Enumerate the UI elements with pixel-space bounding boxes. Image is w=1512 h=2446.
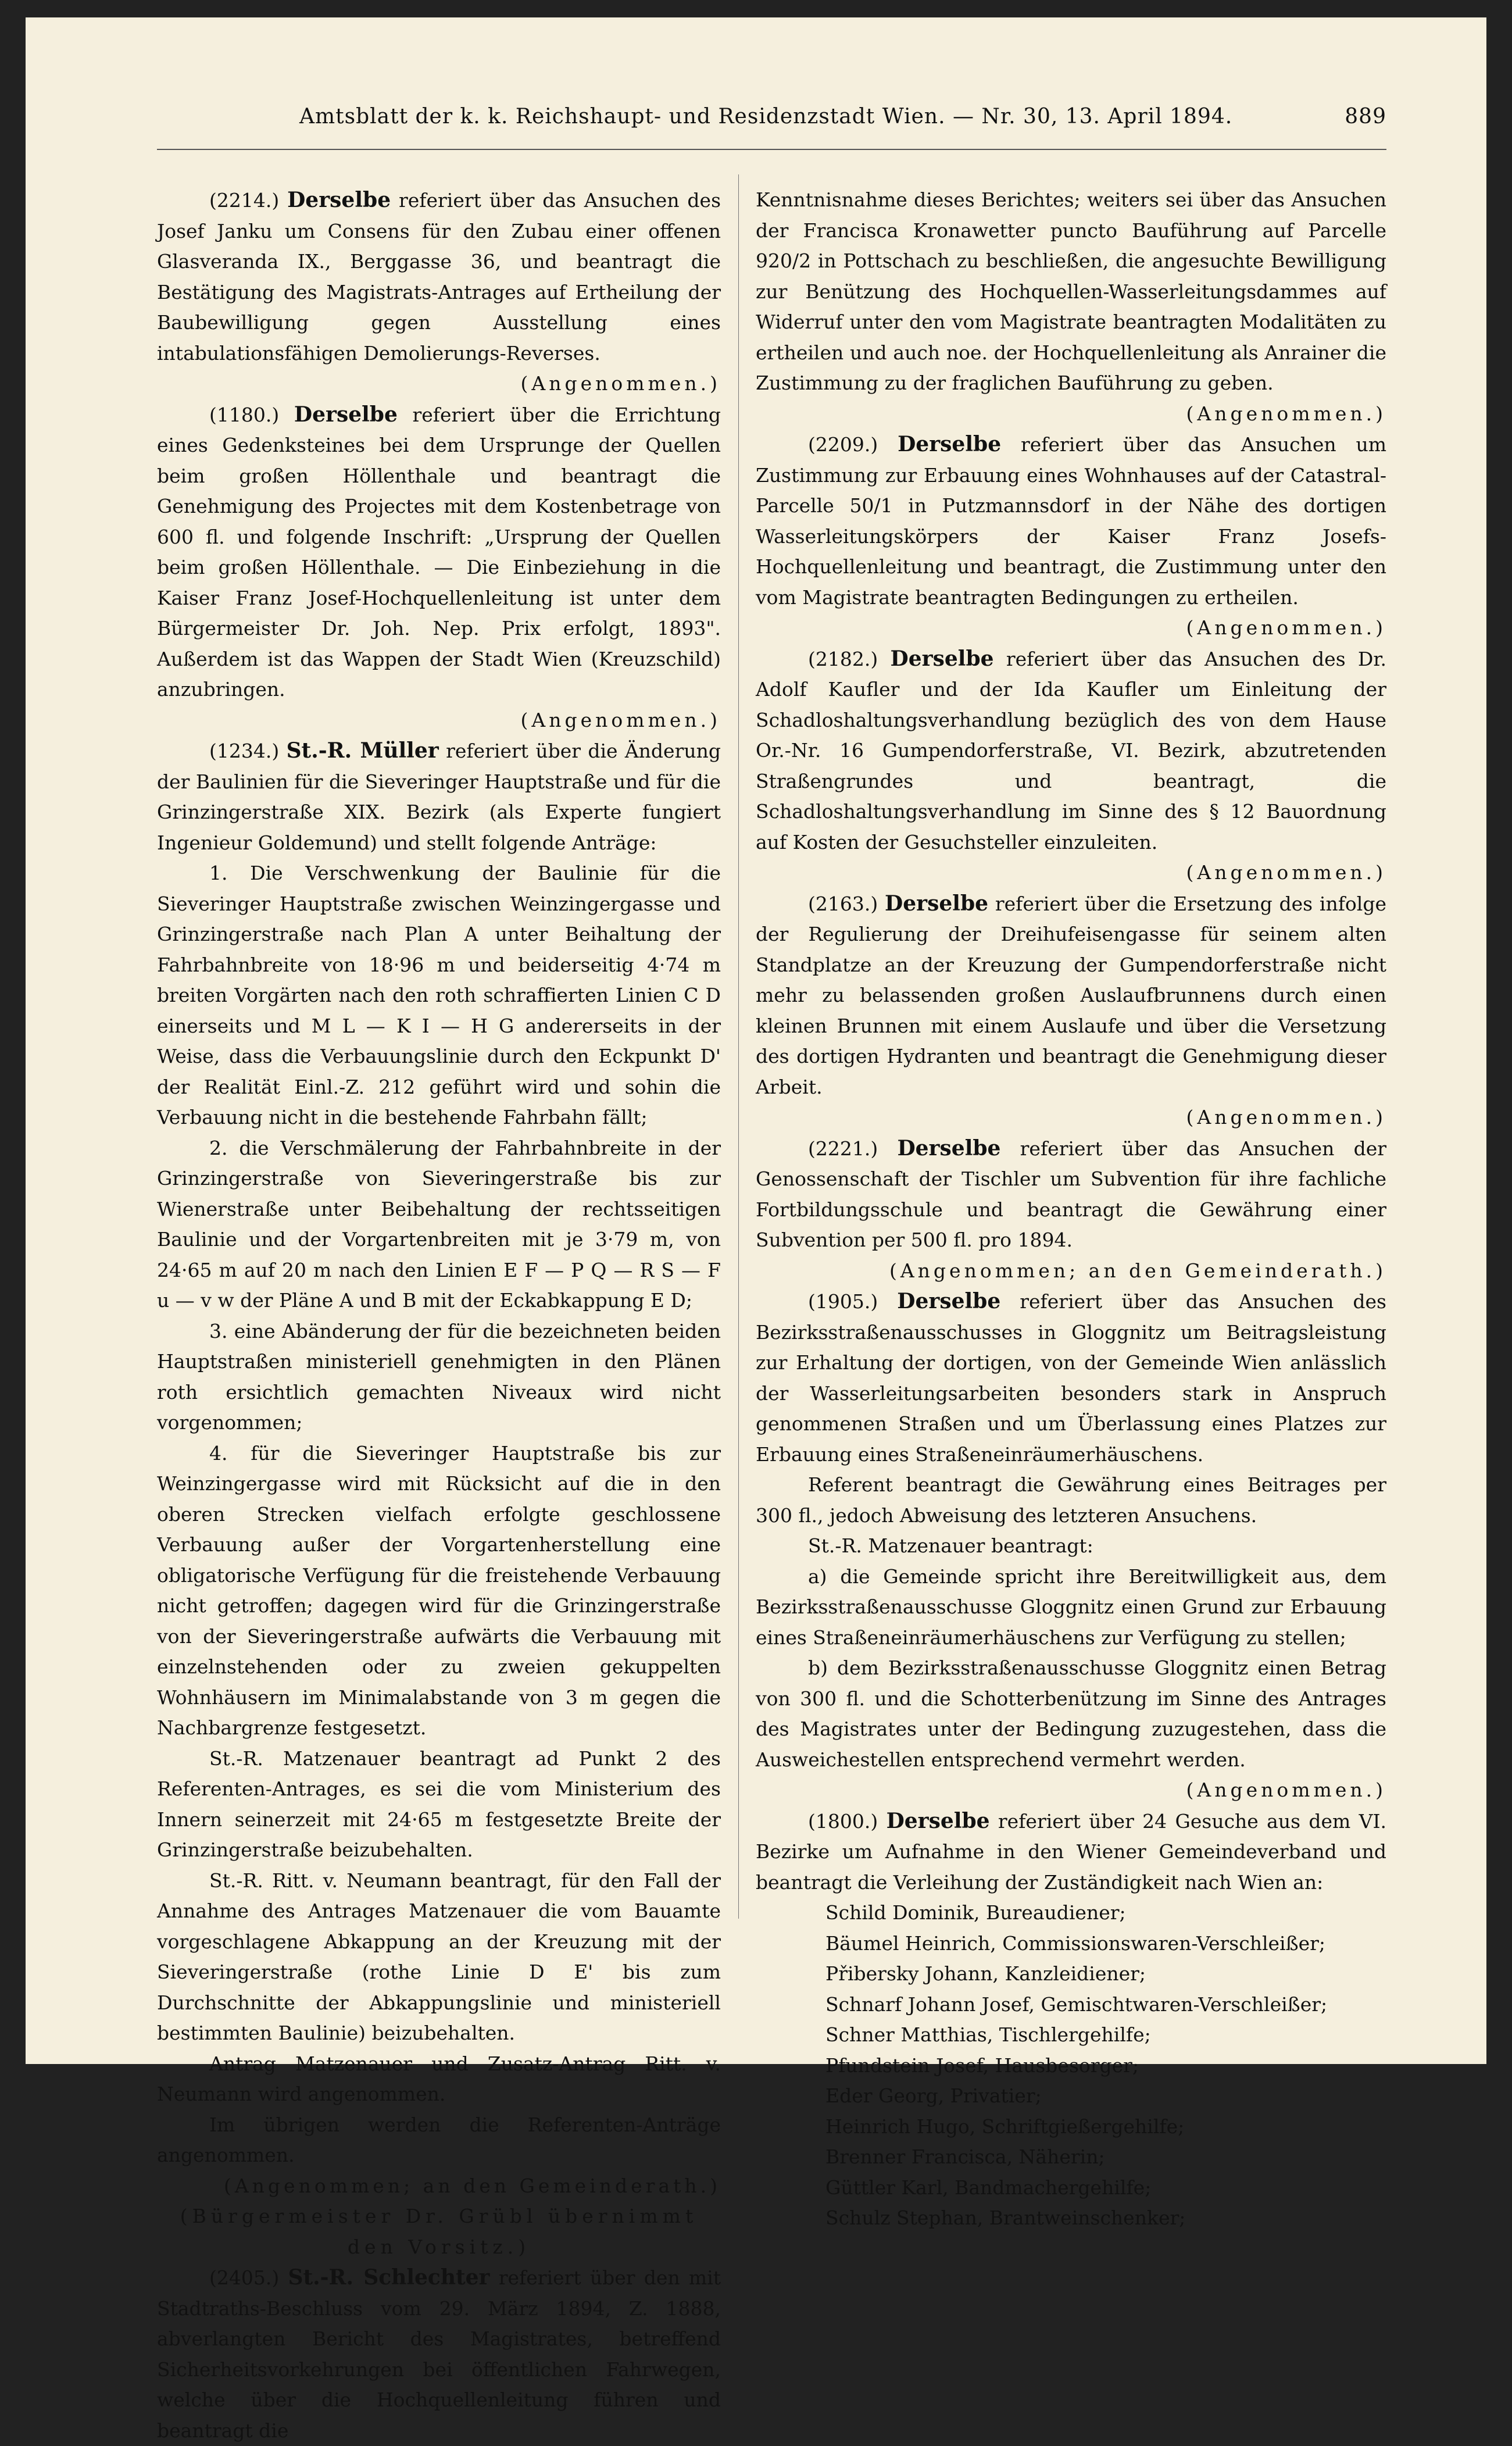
entry-result: (Angenommen; an den Gemeinderath.) bbox=[889, 1259, 1386, 1282]
entry-text: referiert über die Ersetzung des infolge der Regulierung der Dreihufeisengasse für seinem alten Standplatze an der Kreuzung der Gumpendorferstraße nicht mehr zu belassenden großen Auslaufbrunnens durch einen kleinen Brunnen mit einem Auslaufe und über die Versetzung des dortigen Hydranten und beantragt die Genehmigung dieser Arbeit. bbox=[756, 892, 1387, 1098]
entry-2405-continued bbox=[756, 185, 1386, 399]
speaker: St.-R. Müller bbox=[286, 738, 439, 763]
speaker: Derselbe bbox=[886, 1808, 990, 1833]
entry-result: (Angenommen.) bbox=[1186, 402, 1386, 425]
list-item: Schnarf Johann Josef, Gemischtwaren-Verschleißer; bbox=[825, 1992, 1328, 2016]
entry-1180 bbox=[157, 399, 721, 705]
entry-number: (1234.) bbox=[209, 740, 280, 762]
motion-item-1: 1. Die Verschwenkung der Baulinie für die Sieveringer Hauptstraße zwischen Weinzingergasse und Grinzingerstraße nach Plan A unter Beihaltung der Fahrbahnbreite von 18·96 m und beiderseitig 4·74 m breiten Vorgärten nach den roth schraffierten Linien C D einerseits und M L — K I — H G andererseits in der Weise, dass die Verbauungslinie durch den Eckpunkt D' der Realität Einl.-Z. 212 geführt wird und sohin die Verbauung nicht in die bestehende Fahrbahn fällt; bbox=[157, 862, 721, 1129]
speaker: Derselbe bbox=[898, 432, 1002, 456]
entry-text: referiert über das Ansuchen des Josef Janku um Consens für den Zubau einer offenen Glasveranda IX., Berggasse 36, und beantragt die Bestätigung des Magistrats-Antrages auf Ertheilung der Baubewilligung gegen Ausstellung eines intabulationsfähigen Demolierungs-Reverses. bbox=[157, 189, 721, 365]
left-column bbox=[157, 185, 721, 2446]
paragraph-referent: Referent beantragt die Gewährung eines Beitrages per 300 fl., jedoch Abweisung des letzteren Ansuchens. bbox=[756, 1473, 1386, 1527]
speaker: Derselbe bbox=[897, 1135, 1001, 1160]
paragraph-matzenauer: St.-R. Matzenauer beantragt ad Punkt 2 des Referenten-Antrages, es sei die vom Ministerium des Innern seinerzeit mit 24·65 m festgesetzte Breite der Grinzingerstraße beizubehalten. bbox=[157, 1747, 721, 1861]
entry-text: referiert über das Ansuchen der Genossenschaft der Tischler um Subvention für ihre fachliche Fortbildungsschule und beantragt die Gewährung einer Subvention per 500 fl. pro 1894. bbox=[756, 1137, 1386, 1251]
speaker: Derselbe bbox=[885, 891, 989, 916]
entry-number: (2221.) bbox=[808, 1137, 878, 1160]
header-title: Amtsblatt der k. k. Reichshaupt- und Residenzstadt Wien. — Nr. 30, 13. April 1894. bbox=[299, 105, 1233, 128]
entry-2221 bbox=[756, 1133, 1386, 1256]
entry-number: (1905.) bbox=[808, 1290, 878, 1313]
entry-result: (Angenommen.) bbox=[1186, 1106, 1386, 1129]
entry-number: (2214.) bbox=[209, 189, 280, 212]
list-item: Eder Georg, Privatier; bbox=[825, 2084, 1042, 2107]
speaker: Derselbe bbox=[897, 1289, 1001, 1313]
list-item: Schild Dominik, Bureaudiener; bbox=[825, 1901, 1126, 1924]
entry-text: referiert über die Errichtung eines Gedenksteines bei dem Ursprunge der Quellen beim großen Höllenthale und beantragt die Genehmigung des Projectes mit dem Kostenbetrage von 600 fl. und folgende Inschrift: „Ursprung der Quellen beim großen Höllenthale. — Die Einbeziehung in die Kaiser Franz Josef-Hochquellenleitung ist unter dem Bürgermeister Dr. Joh. Nep. Prix erfolgt, 1893". Außerdem ist das Wappen der Stadt Wien (Kreuzschild) anzubringen. bbox=[157, 403, 721, 701]
entry-result: (Angenommen; an den Gemeinderath.) bbox=[223, 2174, 721, 2197]
page-number: 889 bbox=[1345, 105, 1386, 128]
paragraph-matzenauer-motion: St.-R. Matzenauer beantragt: bbox=[808, 1534, 1093, 1557]
entry-number: (2163.) bbox=[808, 892, 878, 915]
entry-1234 bbox=[157, 735, 721, 858]
speaker: Derselbe bbox=[890, 646, 994, 671]
entry-result: (Angenommen.) bbox=[1186, 1779, 1386, 1801]
entry-text: referiert über den mit Stadtraths-Beschluss vom 29. März 1894, Z. 1888, abverlangten Bericht des Magistrates, betreffend Sicherheitsvorkehrungen bei öffentlichen Fahrwegen, welche über die Hochquellenleitung führen und beantragt die bbox=[157, 2266, 721, 2442]
right-column bbox=[756, 185, 1386, 2234]
paragraph-neumann: St.-R. Ritt. v. Neumann beantragt, für den Fall der Annahme des Antrages Matzenauer die vom Bauamte vorgeschlagene Abkappung an der Kreuzung mit der Sieveringerstraße (rothe Linie D E' bis zum Durchschnitte der Abkappungslinie und ministeriell bestimmten Baulinie) beizubehalten. bbox=[157, 1869, 721, 2044]
list-item: Bäumel Heinrich, Commissionswaren-Verschleißer; bbox=[825, 1931, 1326, 1955]
motion-item-3: 3. eine Abänderung der für die bezeichneten beiden Hauptstraßen ministeriell genehmigten in den Plänen roth ersichtlich gemachten Niveaux wird nicht vorgenommen; bbox=[157, 1319, 721, 1434]
list-item: Güttler Karl, Bandmachergehilfe; bbox=[825, 2176, 1152, 2199]
entry-1905 bbox=[756, 1286, 1386, 1470]
speaker: Derselbe bbox=[287, 188, 391, 212]
entry-text: referiert über das Ansuchen des Bezirksstraßenausschusses in Gloggnitz um Beitragsleistung zur Erhaltung der dortigen, von der Gemeinde Wien anlässlich der Wasserleitungsarbeiten besonders stark in Anspruch genommenen Straßen und um Überlassung eines Platzes zur Erbauung eines Straßeneinräumerhäuschens. bbox=[756, 1290, 1386, 1466]
entry-number: (2405.) bbox=[209, 2266, 280, 2289]
list-item: Schulz Stephan, Brantweinschenker; bbox=[825, 2206, 1186, 2229]
entry-2209 bbox=[756, 429, 1386, 613]
list-item: Heinrich Hugo, Schriftgießergehilfe; bbox=[825, 2115, 1185, 2138]
paragraph-uebrigen: Im übrigen werden die Referenten-Anträge angenommen. bbox=[157, 2113, 721, 2166]
entry-2214 bbox=[157, 185, 721, 369]
speaker: Derselbe bbox=[294, 402, 398, 427]
entry-number: (2209.) bbox=[808, 433, 878, 456]
motion-item-a: a) die Gemeinde spricht ihre Bereitwilligkeit aus, dem Bezirksstraßenausschusse Gloggnitz einen Grund zur Erbauung eines Straßeneinräumerhäuschens zur Verfügung zu stellen; bbox=[756, 1565, 1386, 1649]
entry-result: (Angenommen.) bbox=[1186, 861, 1386, 884]
entry-text: referiert über 24 Gesuche aus dem VI. Bezirke um Aufnahme in den Wiener Gemeindeverband und beantragt die Verleihung der Zuständigkeit nach Wien an: bbox=[756, 1809, 1386, 1894]
entry-text: Kenntnisnahme dieses Berichtes; weiters sei über das Ansuchen der Francisca Kronawetter puncto Bauführung auf Parcelle 920/2 in Pottschach zu beschließen, die angesuchte Bewilligung zur Benützung des Hochquellen-Wasserleitungsdammes auf Widerruf unter den vom Magistrate beantragten Modalitäten zu ertheilen und auch noe. der Hochquellenleitung als Anrainer die Zustimmung zu der fraglichen Bauführung zu geben. bbox=[756, 188, 1386, 394]
entry-text: referiert über die Änderung der Baulinien für die Sieveringer Hauptstraße und für die Grinzingerstraße XIX. Bezirk (als Experte fungiert Ingenieur Goldemund) und stellt folgende Anträge: bbox=[157, 740, 721, 854]
entry-number: (1800.) bbox=[808, 1809, 878, 1833]
entry-text: referiert über das Ansuchen um Zustimmung zur Erbauung eines Wohnhauses auf der Catastral-Parcelle 50/1 in Putzmannsdorf in der Nähe des dortigen Wasserleitungskörpers der Kaiser Franz Josefs-Hochquellenleitung und beantragt, die Zustimmung unter den vom Magistrate beantragten Bedingungen zu ertheilen. bbox=[756, 433, 1386, 609]
list-item: Pfundstein Josef, Hausbesorger; bbox=[825, 2054, 1139, 2077]
entry-2182 bbox=[756, 644, 1386, 858]
header-rule bbox=[157, 149, 1386, 151]
entry-result: (Angenommen.) bbox=[1186, 616, 1386, 639]
entry-number: (2182.) bbox=[808, 647, 878, 670]
entry-1800 bbox=[756, 1806, 1386, 1898]
entry-2405 bbox=[157, 2262, 721, 2446]
entry-result: (Angenommen.) bbox=[520, 708, 721, 731]
list-item: Brenner Francisca, Näherin; bbox=[825, 2145, 1105, 2168]
list-item: Schner Matthias, Tischlergehilfe; bbox=[825, 2023, 1151, 2046]
entry-2163 bbox=[756, 888, 1386, 1103]
list-item: Přibersky Johann, Kanzleidiener; bbox=[825, 1962, 1146, 1985]
motion-item-b: b) dem Bezirksstraßenausschusse Gloggnitz einen Betrag von 300 fl. und die Schotterbenützung im Sinne des Antrages des Magistrates unter der Bedingung zuzugestehen, dass die Ausweichestellen entsprechend vermehrt werden. bbox=[756, 1656, 1386, 1771]
motion-item-2: 2. die Verschmälerung der Fahrbahnbreite in der Grinzingerstraße von Sieveringerstraße bis zur Wienerstraße unter Beibehaltung der rechtsseitigen Baulinie und der Vorgartenbreiten mit je 3·79 m, von 24·65 m auf 20 m nach den Linien E F — P Q — R S — F u — v w der Pläne A und B mit der Eckabkappung E D; bbox=[157, 1136, 721, 1312]
entry-text: referiert über das Ansuchen des Dr. Adolf Kaufler und der Ida Kaufler um Einleitung der Schadloshaltungsverhandlung bezüglich des von dem Hause Or.-Nr. 16 Gumpendorferstraße, VI. Bezirk, abzutretenden Straßengrundes und beantragt, die Schadloshaltungsverhandlung im Sinne des § 12 Bauordnung auf Kosten der Gesuchsteller einzuleiten. bbox=[756, 647, 1386, 854]
chair-note: (Bürgermeister Dr. Grübl übernimmt den Vorsitz.) bbox=[180, 2205, 698, 2258]
entry-result: (Angenommen.) bbox=[520, 372, 721, 395]
applicant-list bbox=[756, 1898, 1386, 2234]
paragraph-antrag: Antrag Matzenauer und Zusatz-Antrag Ritt. v. Neumann wird angenommen. bbox=[157, 2052, 721, 2105]
motion-item-4: 4. für die Sieveringer Hauptstraße bis zur Weinzingergasse wird mit Rücksicht auf die in den oberen Strecken vielfach erfolgte geschlossene Verbauung außer der Vorgartenherstellung eine obligatorische Verfügung für die freistehende Verbauung nicht getroffen; dagegen wird für die Grinzingerstraße von der Sieveringerstraße aufwärts die Verbauung mit einzelnstehenden oder zu zweien gekuppelten Wohnhäusern im Minimalabstande von 3 m gegen die Nachbargrenze festgesetzt. bbox=[157, 1441, 721, 1739]
entry-number: (1180.) bbox=[209, 403, 280, 426]
speaker: St.-R. Schlechter bbox=[288, 2265, 490, 2290]
column-divider bbox=[738, 174, 739, 1919]
